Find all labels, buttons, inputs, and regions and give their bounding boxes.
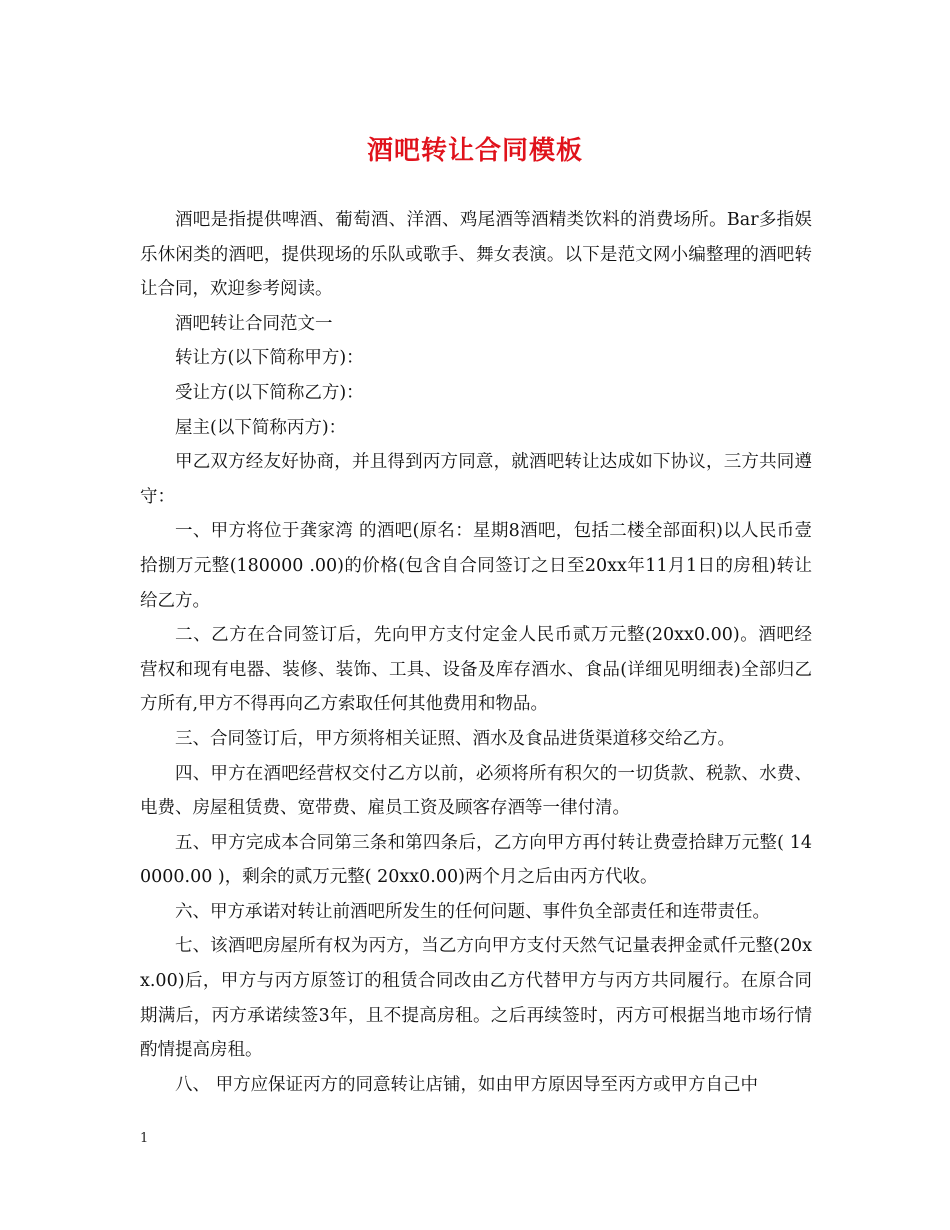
clause-5: 五、甲方完成本合同第三条和第四条后，乙方向甲方再付转让费壹拾肆万元整( 140000.00 )，剩余的贰万元整( 20xx0.00)两个月之后由丙方代收。 <box>140 832 812 888</box>
clause-2: 二、乙方在合同签订后，先向甲方支付定金人民币贰万元整(20xx0.00)。酒吧经营权和现有电器、装修、装饰、工具、设备及库存酒水、食品(详细见明细表)全部归乙方所有,甲方不得再向乙方索取任何其他费用和物品。 <box>140 625 812 715</box>
clause-3: 三、合同签订后，甲方须将相关证照、酒水及食品进货渠道移交给乙方。 <box>175 728 735 749</box>
paragraph-section-heading: 酒吧转让合同范文一 <box>175 313 333 334</box>
paragraph-party-c: 屋主(以下简称丙方)： <box>175 417 347 438</box>
paragraph-intro: 酒吧是指提供啤酒、葡萄酒、洋酒、鸡尾酒等酒精类饮料的消费场所。Bar多指娱乐休闲类的酒吧，提供现场的乐队或歌手、舞女表演。以下是范文网小编整理的酒吧转让合同，欢迎参考阅读。 <box>140 210 812 300</box>
clause-1: 一、甲方将位于龚家湾 的酒吧(原名：星期8酒吧，包括二楼全部面积)以人民币壹拾捌万元整(180000 .00)的价格(包含自合同签订之日至20xx年11月1日的房租)转让给乙方。 <box>140 521 812 611</box>
paragraph-party-b: 受让方(以下简称乙方)： <box>175 382 364 403</box>
document-body <box>140 203 812 1102</box>
clause-6: 六、甲方承诺对转让前酒吧所发生的任何问题、事件负全部责任和连带责任。 <box>175 901 770 922</box>
clause-4: 四、甲方在酒吧经营权交付乙方以前，必须将所有积欠的一切货款、税款、水费、电费、房屋租赁费、宽带费、雇员工资及顾客存酒等一律付清。 <box>140 763 812 819</box>
document-title: 酒吧转让合同模板 <box>366 136 583 166</box>
page-number: 1 <box>140 1131 149 1146</box>
clause-7: 七、该酒吧房屋所有权为丙方，当乙方向甲方支付天然气记量表押金贰仟元整(20xx.00)后，甲方与丙方原签订的租赁合同改由乙方代替甲方与丙方共同履行。在原合同期满后，丙方承诺续签3年，且不提高房租。之后再续签时，丙方可根据当地市场行情酌情提高房租。 <box>140 936 812 1061</box>
paragraph-party-a: 转让方(以下简称甲方)： <box>175 348 364 369</box>
paragraph-agreement: 甲乙双方经友好协商，并且得到丙方同意，就酒吧转让达成如下协议，三方共同遵守： <box>140 452 812 507</box>
clause-8: 八、 甲方应保证丙方的同意转让店铺，如由甲方原因导至丙方或甲方自己中 <box>175 1074 759 1095</box>
